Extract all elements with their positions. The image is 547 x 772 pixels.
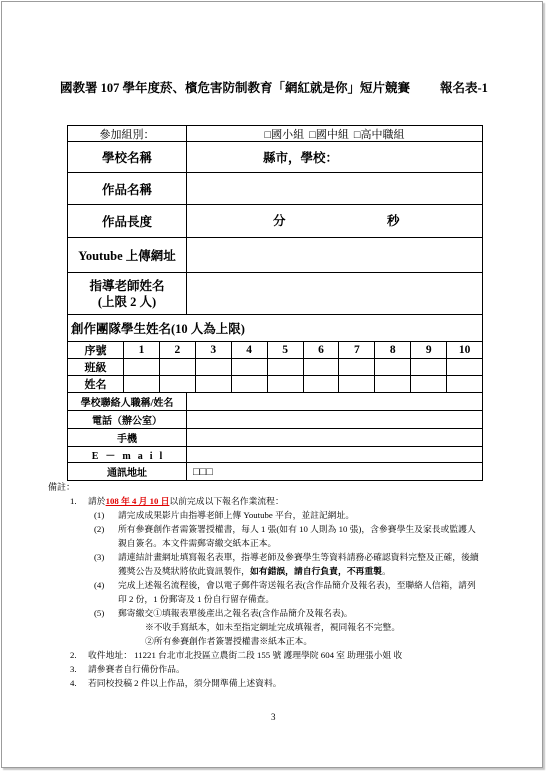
student-name-cell bbox=[268, 376, 304, 392]
email-field bbox=[187, 447, 482, 462]
note-line: 郵寄繳交①填報表單後產出之報名表(含作品簡介及報名表)。 bbox=[118, 608, 353, 618]
row-phone bbox=[68, 411, 482, 429]
contact-field bbox=[187, 393, 482, 410]
note-step-4 bbox=[0, 578, 547, 606]
class-cell bbox=[447, 359, 482, 375]
document-title: 國教署 107 學年度菸、檳危害防制教育「網紅就是你」短片競賽 bbox=[60, 81, 411, 95]
note-step-text bbox=[118, 578, 476, 606]
sequence-number: 4 bbox=[232, 342, 268, 358]
note-warning-bold: 如有錯誤，請自行負責，不再重製 bbox=[249, 566, 382, 576]
student-name-cell bbox=[304, 376, 340, 392]
sequence-number: 7 bbox=[339, 342, 375, 358]
sequence-number: 10 bbox=[458, 344, 471, 356]
phone-field bbox=[187, 411, 482, 428]
class-cell bbox=[339, 359, 375, 375]
note-line: 親自簽名。本文件需郵寄繳交紙本正本。 bbox=[118, 538, 277, 548]
note-line: 請完成成果影片由指導老師上傳 Youtube 平台，並註記網址。 bbox=[118, 510, 355, 520]
row-mobile bbox=[68, 429, 482, 447]
zip-code-boxes: □□□ bbox=[193, 465, 213, 478]
row-class bbox=[68, 359, 482, 376]
student-name-cell bbox=[447, 376, 482, 392]
note-step-number: (1) bbox=[94, 510, 105, 520]
note-step-5 bbox=[0, 606, 547, 620]
row-category bbox=[68, 126, 482, 142]
sequence-number: 6 bbox=[304, 342, 340, 358]
youtube-label: Youtube 上傳網址 bbox=[68, 238, 187, 272]
option-junior-high: □國中組 bbox=[309, 128, 349, 141]
youtube-field bbox=[187, 238, 482, 272]
note-item-2 bbox=[0, 648, 547, 662]
contact-label: 學校聯絡人職稱/姓名 bbox=[68, 393, 187, 410]
note-text-after: 以前完成以下報名作業流程： bbox=[169, 496, 284, 506]
class-label: 班級 bbox=[68, 359, 124, 375]
minutes-unit: 分 bbox=[273, 214, 286, 228]
note-line: 請連結計畫網址填寫報名表單，指導老師及參賽學生等資料請務必確認資料完整及正確，後續 bbox=[118, 552, 479, 562]
notes-section bbox=[0, 480, 547, 690]
teacher-label-line1: 指導老師姓名 bbox=[89, 278, 165, 293]
student-name-label: 姓名 bbox=[68, 376, 124, 392]
work-name-label: 作品名稱 bbox=[68, 173, 187, 204]
note-line-end: 。 bbox=[381, 566, 391, 576]
note-step-number: (5) bbox=[94, 608, 105, 618]
row-address bbox=[68, 463, 482, 480]
phone-label: 電話（辦公室） bbox=[68, 411, 187, 428]
student-name-cell bbox=[411, 376, 447, 392]
note-step-text bbox=[118, 550, 479, 578]
note-line: 所有參賽創作者需簽署授權書，每人 1 張(如有 10 人則為 10 張)，含參賽學生及家長或監護人 bbox=[118, 524, 476, 534]
note-step-text bbox=[118, 522, 476, 550]
note-step-number: (4) bbox=[94, 580, 105, 590]
note-step-2 bbox=[0, 522, 547, 550]
student-name-cell bbox=[124, 376, 160, 392]
note-step-text bbox=[118, 508, 354, 522]
team-label: 創作團隊學生姓名(10 人為上限) bbox=[71, 322, 245, 336]
note-item-3 bbox=[0, 662, 547, 676]
mobile-field bbox=[187, 429, 482, 446]
student-name-cell bbox=[339, 376, 375, 392]
note-step-text bbox=[118, 606, 353, 620]
form-number: 報名表-1 bbox=[440, 81, 488, 95]
student-name-cell bbox=[196, 376, 232, 392]
mobile-label: 手機 bbox=[68, 429, 187, 446]
teacher-field bbox=[187, 273, 482, 314]
note-sub-remark: ②所有參賽創作者簽署授權書※紙本正本。 bbox=[145, 636, 313, 646]
school-label: 學校名稱 bbox=[68, 142, 187, 172]
note-item-text: 若同校投稿 2 件以上作品，須分開準備上述資料。 bbox=[88, 678, 282, 688]
row-email bbox=[68, 447, 482, 463]
option-senior-high: □高中職組 bbox=[353, 128, 405, 141]
registration-form-table bbox=[67, 125, 483, 481]
note-sub-remark: ※不收手寫紙本，如未至指定網址完成填報者，視同報名不完整。 bbox=[145, 622, 401, 632]
row-sequence bbox=[68, 342, 482, 359]
class-cell bbox=[304, 359, 340, 375]
seconds-unit: 秒 bbox=[387, 214, 400, 228]
work-length-label: 作品長度 bbox=[68, 205, 187, 237]
page-number: 3 bbox=[271, 712, 276, 722]
work-length-field bbox=[187, 205, 482, 237]
row-work-name bbox=[68, 173, 482, 205]
note-step-3 bbox=[0, 550, 547, 578]
note-step-number: (2) bbox=[94, 524, 105, 534]
note-item-number: 1. bbox=[70, 496, 77, 506]
school-value: 縣市，學校： bbox=[263, 151, 339, 165]
note-step-number: (3) bbox=[94, 552, 105, 562]
note-line-text: 獲獎公告及獎狀將依此資訊製作， bbox=[118, 566, 250, 576]
email-label: E－mail bbox=[68, 447, 187, 462]
teacher-label-line2: (上限 2 人) bbox=[97, 294, 157, 309]
row-teacher bbox=[68, 273, 482, 315]
row-contact bbox=[68, 393, 482, 411]
option-elementary: □國小組 bbox=[264, 128, 305, 141]
notes-heading: 備註： bbox=[48, 482, 76, 492]
note-item-4 bbox=[0, 676, 547, 690]
class-cell bbox=[232, 359, 268, 375]
class-cell bbox=[124, 359, 160, 375]
note-item-number: 4. bbox=[70, 678, 77, 688]
note-text-before: 請於 bbox=[88, 496, 106, 506]
category-label: 參加組別： bbox=[68, 126, 187, 141]
sequence-number: 3 bbox=[196, 342, 232, 358]
sequence-number: 8 bbox=[375, 342, 411, 358]
row-work-length bbox=[68, 205, 482, 238]
student-name-cell bbox=[375, 376, 411, 392]
teacher-label bbox=[68, 273, 187, 314]
class-cell bbox=[375, 359, 411, 375]
note-item-number: 2. bbox=[70, 650, 77, 660]
row-student-name bbox=[68, 376, 482, 393]
class-cell bbox=[196, 359, 232, 375]
note-line bbox=[118, 564, 479, 578]
note-step-1 bbox=[0, 508, 547, 522]
row-school bbox=[68, 142, 482, 173]
note-item-number: 3. bbox=[70, 664, 77, 674]
sequence-label: 序號 bbox=[68, 342, 124, 358]
row-youtube bbox=[68, 238, 482, 273]
mailing-address: 收件地址： 11221 台北市北投區立農街二段 155 號 護理學院 604 室 助理張小姐 收 bbox=[88, 650, 403, 660]
class-cell bbox=[160, 359, 196, 375]
class-cell bbox=[268, 359, 304, 375]
note-line: 印 2 份，1 份郵寄及 1 份自行留存備查。 bbox=[118, 594, 275, 604]
sequence-number: 1 bbox=[124, 342, 160, 358]
sequence-number: 2 bbox=[160, 342, 196, 358]
address-label: 通訊地址 bbox=[68, 463, 187, 480]
row-team bbox=[68, 315, 482, 342]
class-cell bbox=[411, 359, 447, 375]
work-name-field bbox=[187, 173, 482, 204]
sequence-number: 9 bbox=[411, 342, 447, 358]
student-name-cell bbox=[160, 376, 196, 392]
deadline-date: 108 年 4 月 10 日 bbox=[105, 496, 170, 506]
note-item-text bbox=[88, 494, 284, 508]
note-line: 完成上述報名流程後，會以電子郵件寄送報名表(含作品簡介及報名表)，至聯絡人信箱，請列 bbox=[118, 580, 476, 590]
note-item-1 bbox=[0, 494, 547, 508]
category-options bbox=[187, 126, 482, 141]
student-name-cell bbox=[232, 376, 268, 392]
note-item-text: 請參賽者自行備份作品。 bbox=[88, 664, 185, 674]
sequence-number: 5 bbox=[268, 342, 304, 358]
